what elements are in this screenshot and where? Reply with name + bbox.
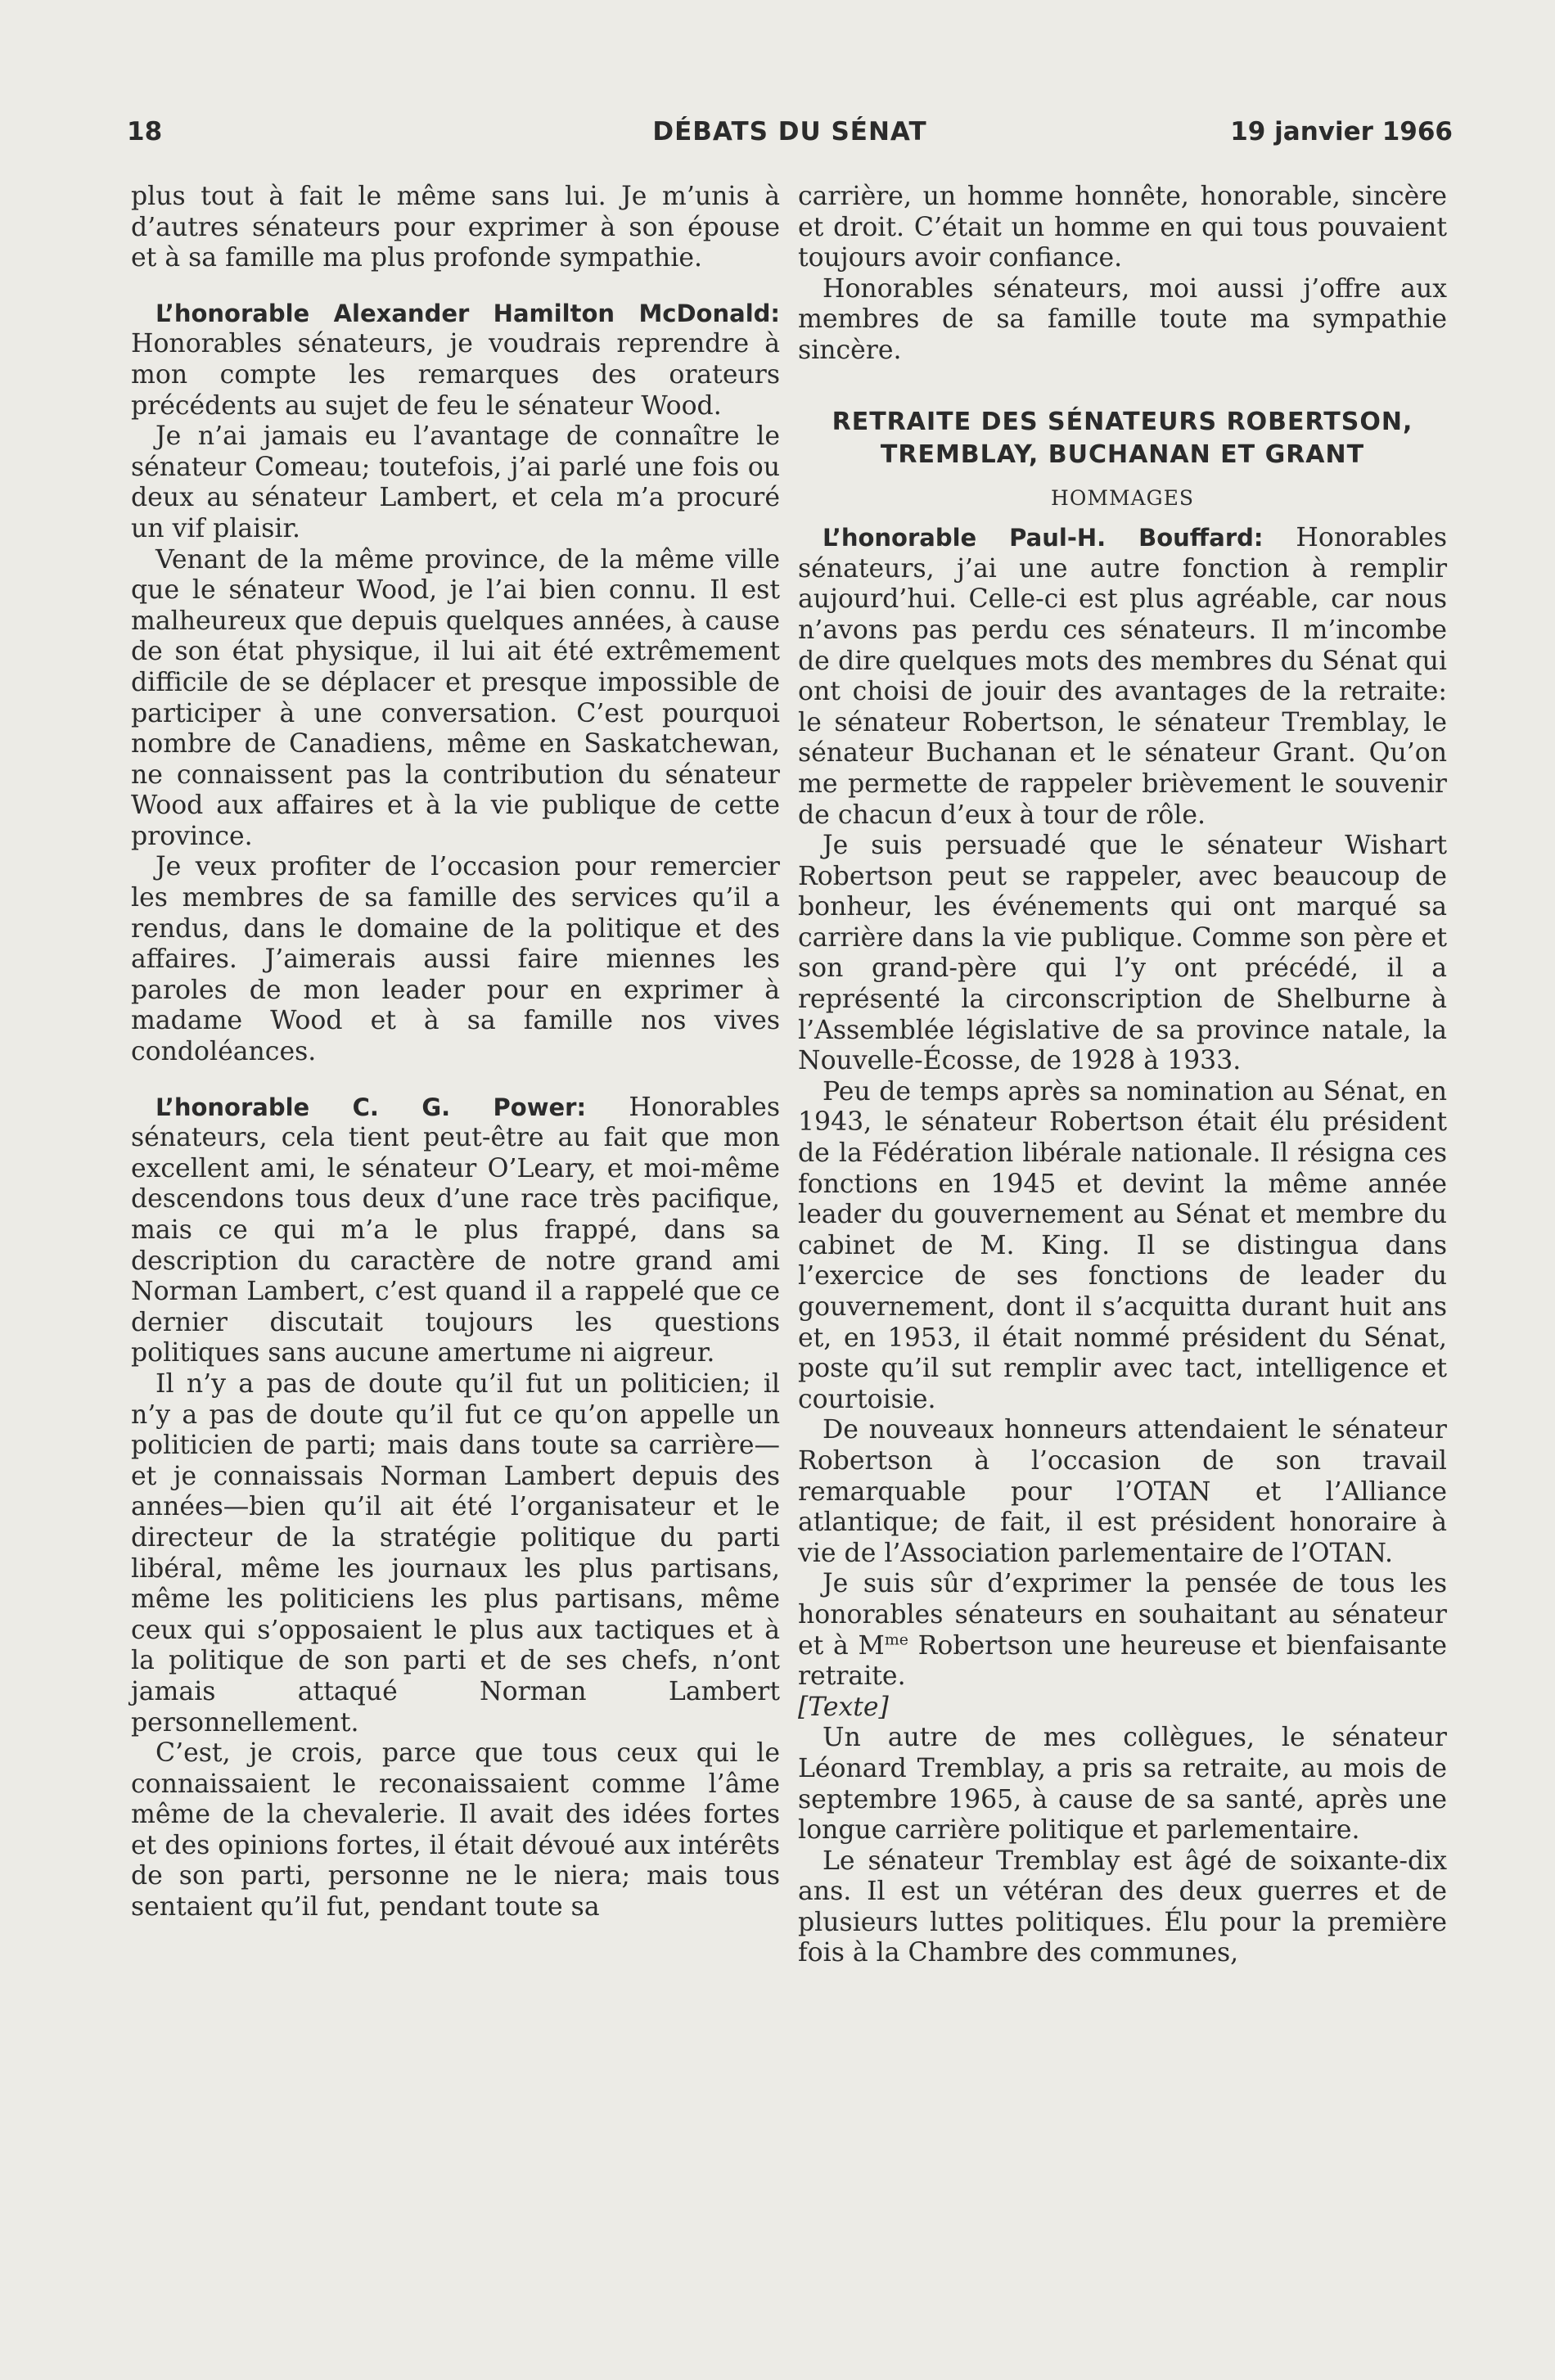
superscript: me: [884, 1630, 908, 1649]
paragraph-text: Robertson une heureuse et bienfaisante retraite.: [798, 1630, 1447, 1692]
section-subheading: HOMMAGES: [1051, 485, 1194, 510]
page-number: 18: [127, 117, 163, 146]
running-head: [127, 117, 1453, 158]
paragraph: Je veux profiter de l’occasion pour remercier les membres de sa famille des services qu’il a rendus, dans le domaine de la politique et des affaires. J’aimerais aussi faire miennes les paroles de mon leader pour en exprimer à madame Wood et à sa famille nos vives condoléances.: [131, 852, 780, 1067]
journal-title: DÉBATS DU SÉNAT: [652, 117, 927, 146]
paragraph: Peu de temps après sa nomination au Sénat, en 1943, le sénateur Robertson était élu président de la Fédération libérale nationale. Il résigna ces fonctions en 1945 et devint la même année leader du gouvernement au Sénat et membre du cabinet de M. King. Il se distingua dans l’exercice de ses fonctions de leader du gouvernement, dont il s’acquitta durant huit ans et, en 1953, il était nommé président du Sénat, poste qu’il sut remplir avec tact, intelligence et courtoisie.: [798, 1076, 1447, 1414]
paragraph-text: Honorables sénateurs, j’ai une autre fonction à remplir aujourd’hui. Celle-ci est plus agréable, car nous n’avons pas perdu ces sénateurs. Il m’incombe de dire quelques mots des membres du Sénat qui ont choisi de jouir des avantages de la retraite: le sénateur Robertson, le sénateur Tremblay, le sénateur Buchanan et le sénateur Grant. Qu’on me permette de rappeler brièvement le souvenir de chacun d’eux à tour de rôle.: [798, 523, 1447, 830]
texte-label: [Texte]: [798, 1692, 889, 1722]
paragraph: carrière, un homme honnête, honorable, sincère et droit. C’était un homme en qui tous pouvaient toujours avoir confiance.: [798, 182, 1447, 273]
paragraph-text: Honorables sénateurs, je voudrais reprendre à mon compte les remarques des orateurs précédents au sujet de feu le sénateur Wood.: [131, 329, 780, 421]
paragraph: De nouveaux honneurs attendaient le sénateur Robertson à l’occasion de son travail remarquable pour l’OTAN et l’Alliance atlantique; de fait, il est président honoraire à vie de l’Association parlementaire de l’OTAN.: [798, 1415, 1447, 1568]
paragraph: Il n’y a pas de doute qu’il fut un politicien; il n’y a pas de doute qu’il fut ce qu’on appelle un politicien de parti; mais dans toute sa carrière—et je connaissais Norman Lambert depuis des années—bien qu’il ait été l’organisateur et le directeur de la stratégie politique du parti libéral, même les journaux les plus partisans, même les politiciens les plus partisans, même ceux qui s’opposaient le plus aux tactiques et à la politique de son parti et de ses chefs, n’ont jamais attaqué Norman Lambert personnellement.: [131, 1368, 780, 1738]
paragraph: Je suis persuadé que le sénateur Wishart Robertson peut se rappeler, avec beaucoup de bonheur, les événements qui ont marqué sa carrière dans la vie publique. Comme son père et son grand-père qui l’y ont précédé, il a représenté la circonscription de Shelburne à l’Assemblée législative de sa province natale, la Nouvelle-Écosse, de 1928 à 1933.: [798, 831, 1447, 1076]
paragraph: plus tout à fait le même sans lui. Je m’unis à d’autres sénateurs pour exprimer à son épouse et à sa famille ma plus profonde sympathie.: [131, 182, 780, 273]
paragraph: Je n’ai jamais eu l’avantage de connaître le sénateur Comeau; toutefois, j’ai parlé une fois ou deux au sénateur Lambert, et cela m’a procuré un vif plaisir.: [131, 421, 780, 543]
paragraph: [131, 299, 780, 421]
section-heading-line: RETRAITE DES SÉNATEURS ROBERTSON,: [832, 407, 1413, 436]
paragraph: [798, 523, 1447, 831]
paragraph: C’est, je crois, parce que tous ceux qui le connaissaient le reconaissaient comme l’âme même de la chevalerie. Il avait des idées fortes et des opinions fortes, il était dévoué aux intérêts de son parti, personne ne le niera; mais tous sentaient qu’il fut, pendant toute sa: [131, 1738, 780, 1922]
paragraph-text: Je suis sûr d’exprimer la pensée de tous les honorables sénateurs en souhaitant au sénateur et à M: [798, 1569, 1447, 1661]
section-heading-line: TREMBLAY, BUCHANAN ET GRANT: [880, 439, 1365, 469]
paragraph: Honorables sénateurs, moi aussi j’offre aux membres de sa famille toute ma sympathie sincère.: [798, 273, 1447, 365]
speaker-name: L’honorable Paul-H. Bouffard:: [823, 524, 1264, 552]
speaker-name: L’honorable Alexander Hamilton McDonald:: [156, 299, 780, 327]
paragraph: Un autre de mes collègues, le sénateur Léonard Tremblay, a pris sa retraite, au mois de septembre 1965, à cause de sa santé, après une longue carrière politique et parlementaire.: [798, 1723, 1447, 1846]
paragraph: Venant de la même province, de la même ville que le sénateur Wood, je l’ai bien connu. Il est malheureux que depuis quelques années, à cause de son état physique, il lui ait été extrêmement difficile de se déplacer et presque impossible de participer à une conversation. C’est pourquoi nombre de Canadiens, même en Saskatchewan, ne connaissent pas la contribution du sénateur Wood aux affaires et à la vie publique de cette province.: [131, 544, 780, 851]
right-column: [798, 182, 1447, 1969]
left-column: [131, 182, 780, 1923]
paragraph: [798, 1569, 1447, 1692]
paragraph: Le sénateur Tremblay est âgé de soixante-dix ans. Il est un vétéran des deux guerres et de plusieurs luttes politiques. Élu pour la première fois à la Chambre des communes,: [798, 1846, 1447, 1968]
issue-date: 19 janvier 1966: [1230, 117, 1453, 146]
speaker-name: L’honorable C. G. Power:: [156, 1093, 587, 1121]
paragraph-text: Honorables sénateurs, cela tient peut-être au fait que mon excellent ami, le sénateur O’Leary, et moi-même descendons tous deux d’une race très pacifique, mais ce qui m’a le plus frappé, dans sa description du caractère de notre grand ami Norman Lambert, c’est quand il a rappelé que ce dernier discutait toujours les questions politiques sans aucune amertume ni aigreur.: [131, 1092, 780, 1368]
section-heading: [798, 406, 1447, 471]
paragraph: [131, 1093, 780, 1369]
